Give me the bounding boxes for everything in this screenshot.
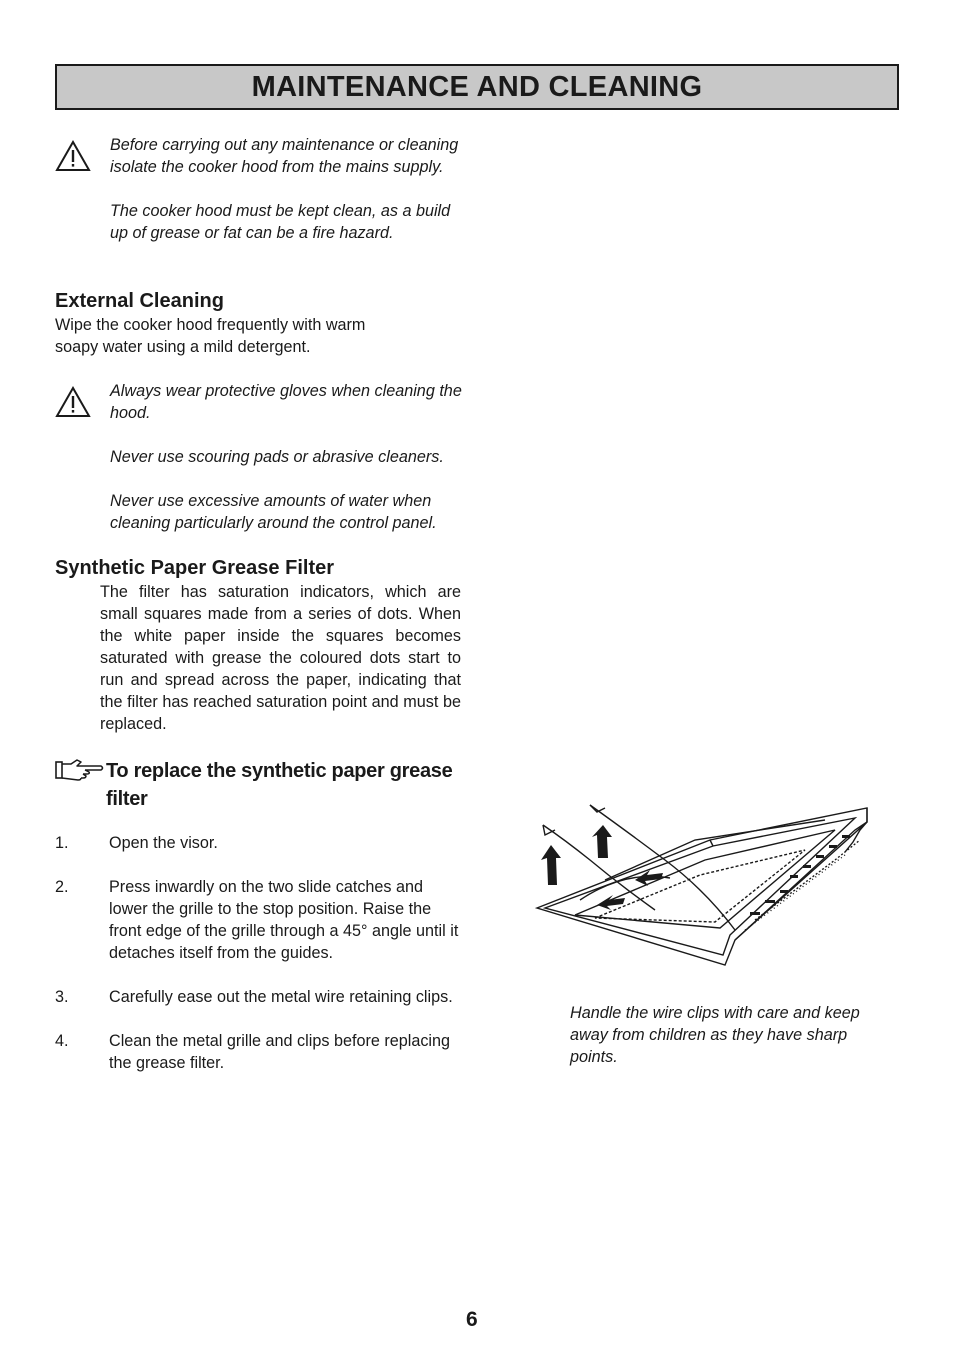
page-number: 6 (466, 1308, 478, 1331)
step-number: 3. (55, 988, 69, 1006)
warning-line: Never use excessive amounts of water when cleaning particularly around the control panel. (110, 492, 437, 532)
warning-text-block (110, 380, 472, 534)
warning-line: Before carrying out any maintenance or cleaning isolate the cooker hood from the mains supply. (110, 136, 459, 176)
step-text: Carefully ease out the metal wire retaining clips. (109, 988, 453, 1006)
step-text: Press inwardly on the two slide catches and lower the grille to the stop position. Raise the front edge of the grille through a 45° angle until it detaches itself from the guides. (109, 878, 459, 962)
step-number: 2. (55, 878, 69, 896)
step-number: 4. (55, 1032, 69, 1050)
page-header (55, 64, 899, 110)
step-text: Clean the metal grille and clips before replacing the grease filter. (109, 1032, 451, 1072)
page-title: MAINTENANCE AND CLEANING (251, 70, 703, 103)
grease-filter-illustration (535, 800, 875, 975)
external-cleaning-heading: External Cleaning (55, 290, 224, 312)
list-item (55, 1030, 465, 1074)
warning-triangle-icon (55, 386, 91, 418)
warning-text-block (110, 134, 470, 244)
external-cleaning-text: Wipe the cooker hood frequently with warm soapy water using a mild detergent. (55, 316, 366, 356)
figure-caption: Handle the wire clips with care and keep away from children as they have sharp points. (570, 1004, 860, 1066)
replace-steps-list (55, 832, 465, 1096)
step-text: Open the visor. (109, 834, 218, 852)
replace-filter-heading-text: To replace the synthetic paper grease filter (106, 760, 453, 810)
step-number: 1. (55, 834, 69, 852)
warning-line: Never use scouring pads or abrasive cleaners. (110, 448, 444, 466)
warning-line: The cooker hood must be kept clean, as a build up of grease or fat can be a fire hazard. (110, 202, 451, 242)
warning-triangle-icon (55, 140, 91, 172)
list-item (55, 876, 465, 964)
pointing-hand-icon (55, 758, 105, 782)
synthetic-filter-text: The filter has saturation indicators, which are small squares made from a series of dots. When the white paper inside the squares becomes saturated with grease the coloured dots start to run and spread across the paper, indicating that the filter has reached saturation point and must be replaced. (100, 583, 461, 733)
list-item (55, 832, 465, 854)
warning-line: Always wear protective gloves when cleaning the hood. (110, 382, 462, 422)
synthetic-filter-heading: Synthetic Paper Grease Filter (55, 557, 335, 579)
list-item (55, 986, 465, 1008)
